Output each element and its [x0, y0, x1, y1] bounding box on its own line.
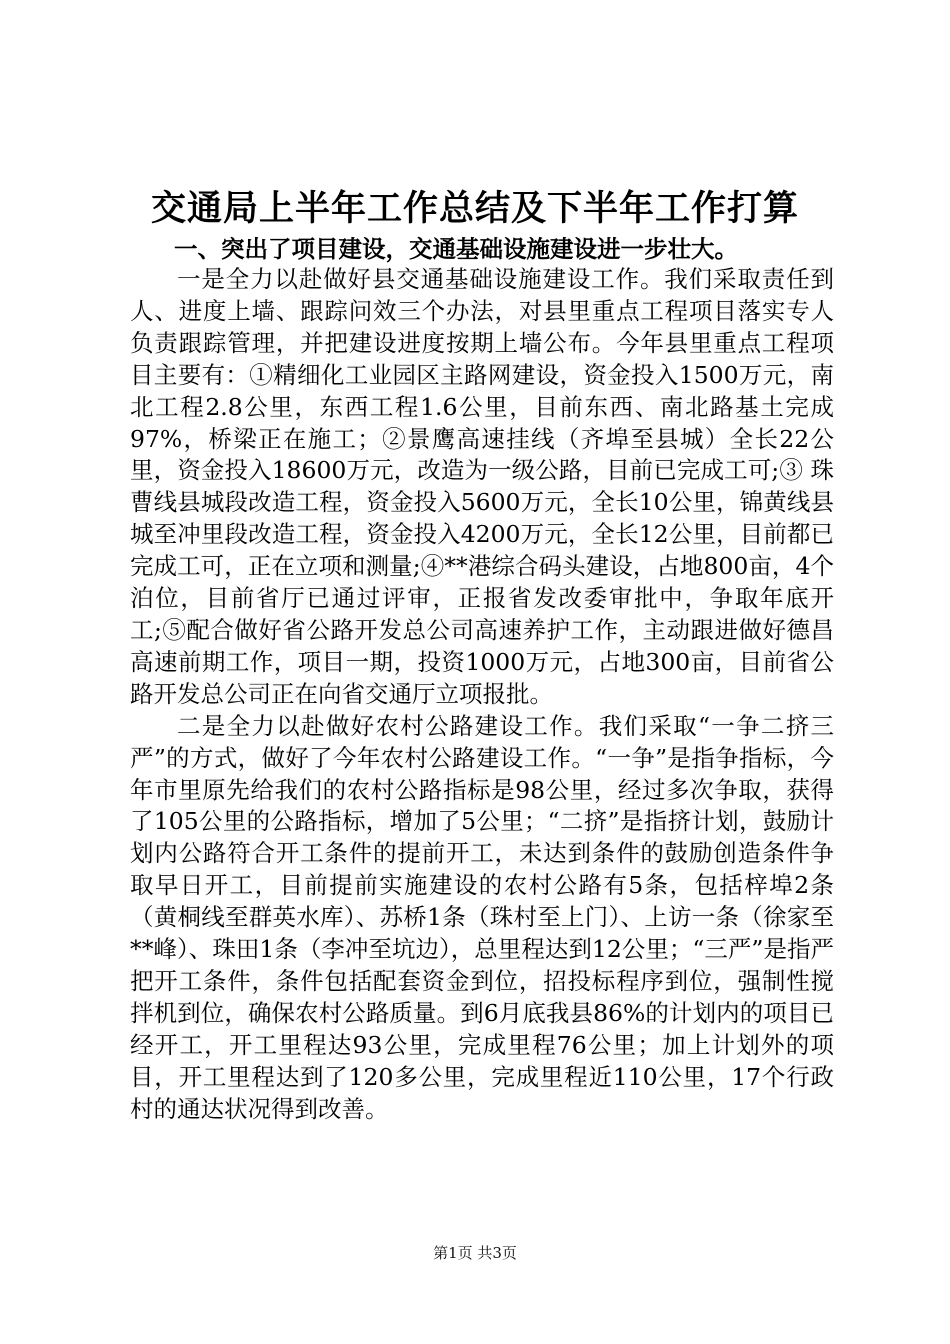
section-heading: 一、突出了项目建设，交通基础设施建设进一步壮大。: [174, 235, 738, 263]
page-footer: 第1页 共3页: [433, 1244, 517, 1262]
document-title: 交通局上半年工作总结及下半年工作打算: [150, 189, 799, 229]
document-body: [130, 264, 834, 1125]
paragraph-1: 一是全力以赴做好县交通基础设施建设工作。我们采取责任到人、进度上墙、跟踪问效三个办法，对县里重点工程项目落实专人负责跟踪管理，并把建设进度按期上墙公布。今年县里重点工程项目主要有：①精细化工业园区主路网建设，资金投入1500万元，南北工程2.8公里，东西工程1.6公里，目前东西、南北路基土完成97%，桥梁正在施工；②景鹰高速挂线（齐埠至县城）全长22公里，资金投入18600万元，改造为一级公路，目前已完成工可;③ 珠曹线县城段改造工程，资金投入5600万元，全长10公里，锦黄线县城至冲里段改造工程，资金投入4200万元，全长12公里，目前都已完成工可，正在立项和测量;④**港综合码头建设，占地800亩，4个泊位，目前省厅已通过评审，正报省发改委审批中，争取年底开工;⑤配合做好省公路开发总公司高速养护工作，主动跟进做好德昌高速前期工作，项目一期，投资1000万元，占地300亩，目前省公路开发总公司正在向省交通厅立项报批。: [130, 265, 834, 708]
paragraph-2: 二是全力以赴做好农村公路建设工作。我们采取“一争二挤三严”的方式，做好了今年农村公路建设工作。“一争”是指争指标，今年市里原先给我们的农村公路指标是98公里，经过多次争取，获得了105公里的公路指标，增加了5公里；“二挤”是指挤计划，鼓励计划内公路符合开工条件的提前开工，未达到条件的鼓励创造条件争取早日开工，目前提前实施建设的农村公路有5条，包括梓埠2条（黄桐线至群英水库）、苏桥1条（珠村至上门）、上访一条（徐家至**峰）、珠田1条（李冲至坑边），总里程达到12公里；“三严”是指严把开工条件，条件包括配套资金到位，招投标程序到位，强制性搅拌机到位，确保农村公路质量。到6月底我县86%的计划内的项目已经开工，开工里程达93公里，完成里程76公里；加上计划外的项目，开工里程达到了120多公里，完成里程近110公里，17个行政村的通达状况得到改善。: [130, 711, 834, 1123]
